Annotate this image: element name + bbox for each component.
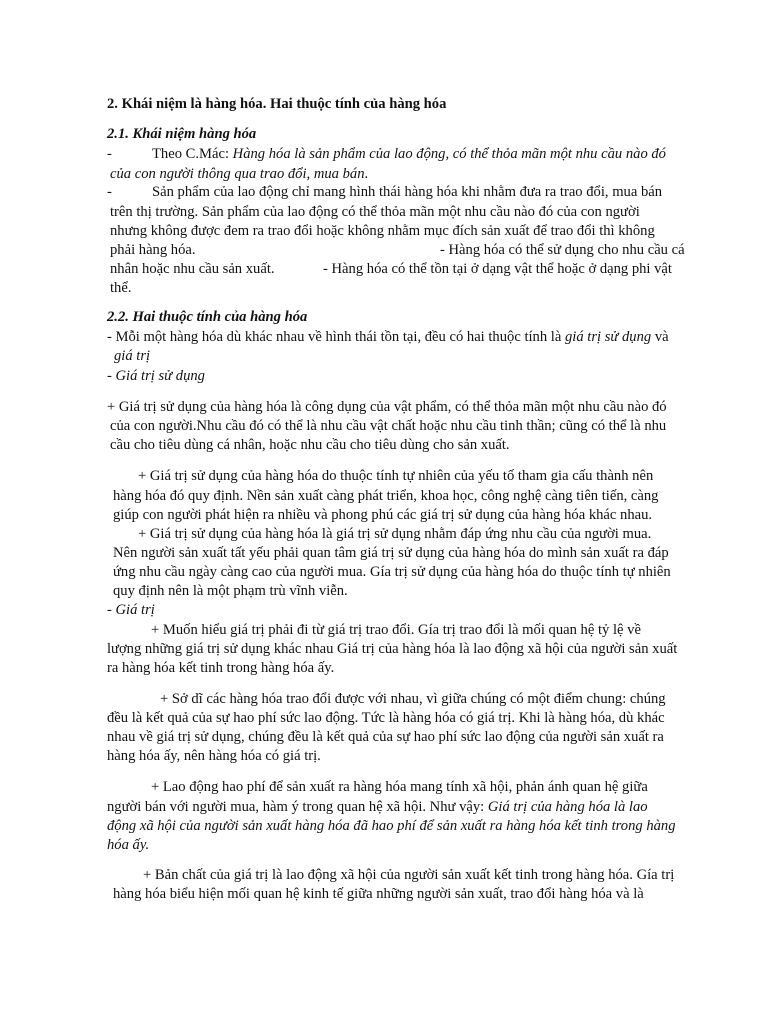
section-heading-2-2: 2.2. Hai thuộc tính của hàng hóa — [107, 309, 308, 325]
text-line: cầu cho tiêu dùng cá nhân, hoặc nhu cầu cho tiêu dùng cho sản xuất. — [110, 437, 510, 453]
text-line: thể. — [110, 280, 132, 296]
definition-text: Hàng hóa là sản phẩm của lao động, có thể thỏa mãn một nhu cầu nào đó — [232, 146, 666, 162]
text-line: hàng hóa biểu hiện mối quan hệ kinh tế giữa những người sản xuất, trao đổi hàng hóa và là — [113, 886, 644, 902]
text-line: - Hàng hóa có thể sử dụng cho nhu cầu cá — [440, 242, 685, 258]
text-line: đều là kết quả của sự hao phí sức lao động. Tức là hàng hóa có giá trị. Khi là hàng hóa, dù khác — [107, 710, 665, 726]
text-line: + Giá trị sử dụng của hàng hóa là công dụng của vật phẩm, có thể thỏa mãn một nhu cầu nào đó — [107, 399, 667, 415]
text-line — [107, 797, 648, 817]
text-line: + Giá trị sử dụng của hàng hóa là giá trị sử dụng nhằm đáp ứng nhu cầu của người mua. — [138, 526, 652, 542]
text-line: hàng hóa ấy, nên hàng hóa có giá trị. — [107, 748, 321, 764]
emphasis-text: Giá trị của hàng hóa là lao — [487, 799, 648, 815]
text-line: phải hàng hóa. — [110, 242, 196, 258]
text-line: - — [107, 184, 112, 200]
text-line — [152, 144, 666, 164]
text-line: nhau về giá trị sử dụng, chúng đều là kết quả của sự hao phí sức lao động của người sản xuất ra — [107, 729, 664, 745]
text-line: + Muốn hiểu giá trị phải đi từ giá trị trao đổi. Gía trị trao đổi là mối quan hệ tỷ lệ về — [151, 622, 641, 638]
text-line: hàng hóa đó quy định. Nền sản xuất càng phát triển, khoa học, công nghệ càng tiên tiến, càng — [113, 488, 659, 504]
text-span: và — [651, 329, 669, 345]
text-line: ứng nhu cầu ngày càng cao của người mua. Gía trị sử dụng của hàng hóa do thuộc tính tự nhiên — [113, 564, 671, 580]
text-line: giúp con người phát hiện ra nhiều và phong phú các giá trị sử dụng của hàng hóa khác nhau. — [113, 507, 653, 523]
text-line: trên thị trường. Sản phẩm của lao động có thể thỏa mãn một nhu cầu nào đó của con người — [110, 204, 640, 220]
subheading-value: - Giá trị — [107, 602, 155, 618]
text-line — [110, 164, 368, 184]
text-line — [107, 327, 669, 347]
text-span: Theo C.Mác: — [152, 146, 233, 162]
document-title: 2. Khái niệm là hàng hóa. Hai thuộc tính của hàng hóa — [107, 96, 447, 112]
text-line: ra hàng hóa kết tinh trong hàng hóa ấy. — [107, 660, 335, 676]
text-line: - Hàng hóa có thể tồn tại ở dạng vật thể hoặc ở dạng phi vật — [323, 261, 672, 277]
emphasis-text: động xã hội của người sản xuất hàng hóa đã hao phí để sản xuất ra hàng hóa kết tinh trong hàng — [107, 818, 676, 834]
section-heading-2-1: 2.1. Khái niệm hàng hóa — [107, 126, 257, 142]
subheading-use-value: - Giá trị sử dụng — [107, 368, 205, 384]
text-line: nhân hoặc nhu cầu sản xuất. — [110, 261, 275, 277]
text-line: - — [107, 146, 112, 162]
text-span: . — [364, 166, 369, 182]
text-line: Nên người sản xuất tất yếu phải quan tâm giá trị sử dụng của hàng hóa do mình sản xuất ra đáp — [113, 545, 669, 561]
text-line: lượng những giá trị sử dụng khác nhau Giá trị của hàng hóa là lao động xã hội của người sản xuất — [107, 641, 678, 657]
text-line: của con người.Nhu cầu đó có thể là nhu cầu vật chất hoặc nhu cầu tinh thần; cũng có thể là nhu — [110, 418, 667, 434]
text-line: + Giá trị sử dụng của hàng hóa do thuộc tính tự nhiên của yếu tố tham gia cấu thành nên — [138, 468, 654, 484]
text-line: + Sở dĩ các hàng hóa trao đổi được với nhau, vì giữa chúng có một điểm chung: chúng — [160, 691, 666, 707]
text-span: người bán với người mua, hàm ý trong quan hệ xã hội. Như vậy: — [107, 799, 488, 815]
text-line: + Lao động hao phí để sản xuất ra hàng hóa mang tính xã hội, phản ánh quan hệ giữa — [151, 779, 648, 795]
text-line: + Bản chất của giá trị là lao động xã hội của người sản xuất kết tinh trong hàng hóa. Gía trị — [143, 867, 675, 883]
definition-text: của con người thông qua trao đổi, mua bán — [110, 166, 365, 182]
text-span: - Mỗi một hàng hóa dù khác nhau về hình thái tồn tại, đều có hai thuộc tính là — [107, 329, 565, 345]
emphasis-text: giá trị — [114, 348, 151, 364]
emphasis-text: hóa ấy. — [107, 837, 150, 853]
text-line: quy định nên là một phạm trù vĩnh viễn. — [113, 583, 348, 599]
text-line: Sản phẩm của lao động chỉ mang hình thái hàng hóa khi nhằm đưa ra trao đổi, mua bán — [152, 184, 663, 200]
emphasis-text: giá trị sử dụng — [564, 329, 652, 345]
text-line: nhưng không được đem ra trao đổi hoặc không nhằm mục đích sản xuất để trao đổi thì không — [110, 223, 655, 239]
